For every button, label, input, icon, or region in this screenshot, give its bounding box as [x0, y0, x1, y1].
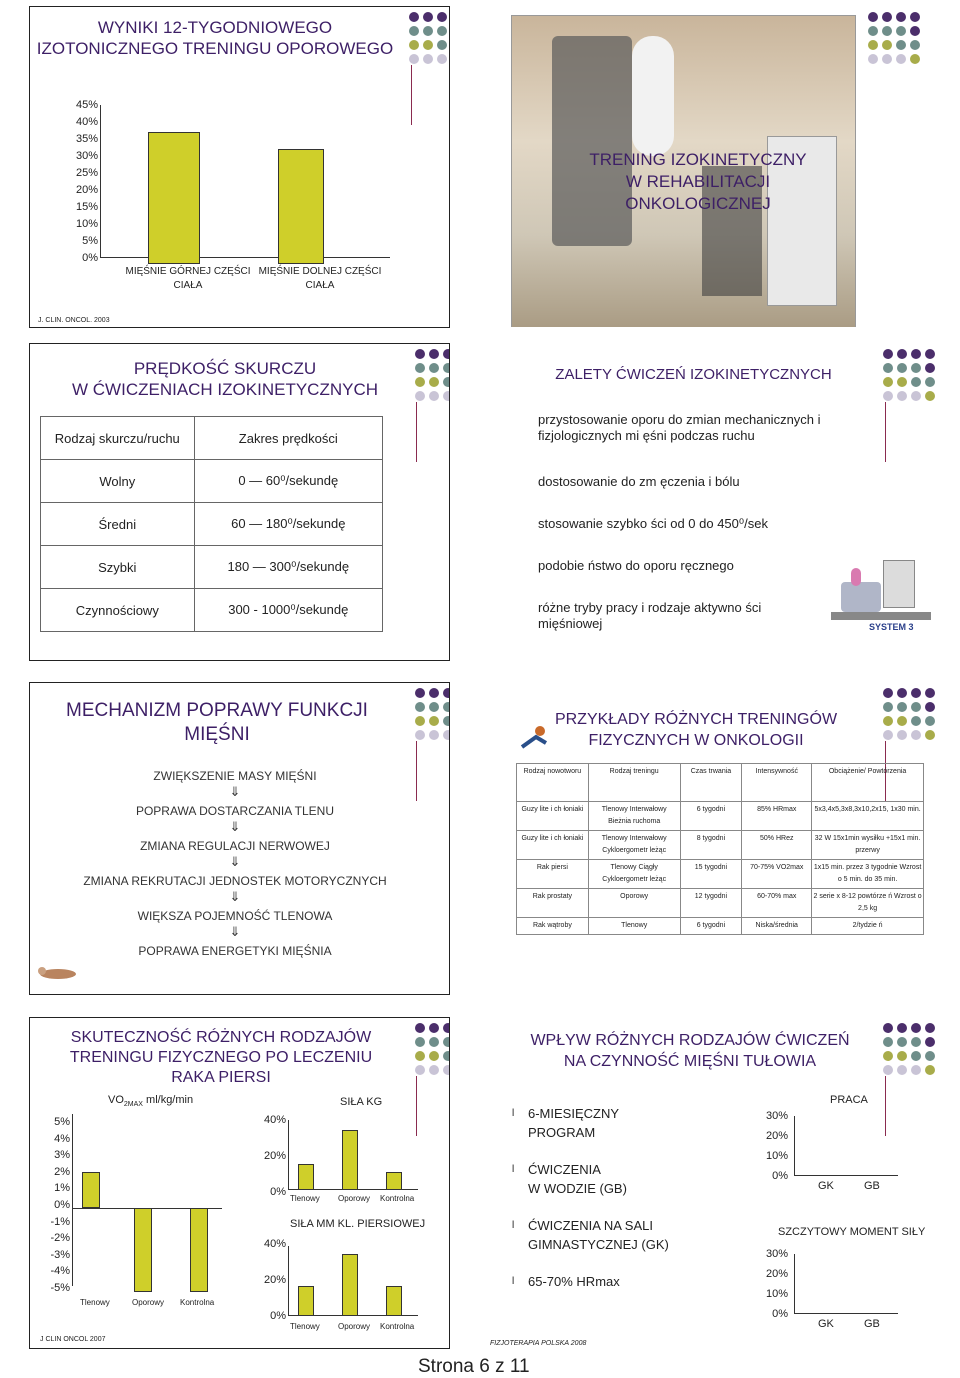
tick-label: 45%	[75, 99, 98, 111]
tick-label: 0%	[772, 1308, 788, 1320]
cat-label-lower: MIĘŚNIE DOLNEJ CZĘŚCI CIAŁA	[258, 266, 382, 291]
table-header: Intensywność	[742, 764, 812, 802]
divider	[885, 402, 886, 462]
tick-label: 2%	[54, 1165, 70, 1178]
sila-chart	[258, 1092, 428, 1202]
table-cell: Tlenowy	[588, 918, 680, 935]
mechanism-steps	[60, 769, 410, 958]
anatomy-icon	[36, 961, 80, 983]
tick-label: 30%	[765, 1248, 788, 1260]
list-item: przystosowanie oporu do zmian mechanicznych i fizjologicznych mi ęśni podczas ruchu	[538, 412, 821, 443]
table-cell: 6 tygodni	[680, 918, 742, 935]
sila-label: SIŁA KG	[340, 1096, 383, 1108]
category-label: Kontrolna	[180, 1298, 215, 1307]
slide-title: PRZYKŁADY RÓŻNYCH TRENINGÓW FIZYCZNYCH W ONKOLOGII	[554, 711, 838, 749]
tick-label: 10%	[75, 218, 98, 230]
tick-label: -3%	[50, 1248, 70, 1261]
source: FIZJOTERAPIA POLSKA 2008	[490, 1340, 587, 1347]
tick-label: 25%	[75, 167, 98, 179]
bar-oporowy	[134, 1208, 152, 1292]
tick-label: 5%	[82, 235, 98, 247]
category-label: GB	[864, 1180, 880, 1192]
table-cell: Tlenowy Interwałowy Bieżnia ruchoma	[588, 802, 680, 831]
slide-7	[29, 1017, 450, 1349]
tick-label: 0%	[270, 1310, 286, 1322]
bar-kontrolna	[386, 1172, 402, 1190]
category-label: GB	[864, 1318, 880, 1330]
source: J CLIN ONCOL 2007	[40, 1336, 106, 1343]
mechanism-step: POPRAWA DOSTARCZANIA TLENU	[135, 804, 335, 818]
bullet-icon: l	[512, 1276, 515, 1287]
table-cell: Oporowy	[588, 889, 680, 918]
tick-label: 0%	[82, 252, 98, 264]
down-arrow-icon: ⇓	[229, 784, 241, 799]
category-label: Kontrolna	[380, 1322, 415, 1331]
tick-label: 30%	[765, 1110, 788, 1122]
bullet-icon: l	[512, 1220, 515, 1231]
table-header: Rodzaj nowotworu	[517, 764, 589, 802]
vo2-chart	[30, 1092, 240, 1312]
dot-grid-icon	[881, 347, 938, 409]
table-cell: 60-70% max	[742, 889, 812, 918]
table-header: Obciążenie/ Powtórzenia	[812, 764, 924, 802]
slide-2	[502, 6, 938, 328]
bar-tlenowy	[298, 1286, 314, 1316]
table-cell: Wolny	[41, 460, 195, 503]
list-item: l ĆWICZENIA W WODZIE (GB)	[512, 1162, 627, 1196]
vo2-label: $VO_{2MAX}$ ml/kg/min	[108, 1094, 194, 1109]
bar-oporowy	[342, 1254, 358, 1316]
list-item: l 65-70% HRmax	[512, 1274, 620, 1289]
dot-grid-icon	[413, 686, 450, 748]
chart-1	[30, 99, 450, 299]
speed-table	[40, 416, 383, 632]
down-arrow-icon: ⇓	[229, 854, 241, 869]
tick-label: 40%	[263, 1114, 286, 1126]
slide-1	[29, 6, 450, 328]
tick-label: -2%	[50, 1232, 70, 1245]
mechanism-step: WIĘKSZA POJEMNOŚĆ TLENOWA	[137, 909, 333, 923]
bar-tlenowy	[298, 1164, 314, 1190]
bar-kontrolna	[386, 1286, 402, 1316]
table-header: Czas trwania	[680, 764, 742, 802]
bullet-icon: l	[512, 1164, 515, 1175]
pier-chart	[258, 1216, 448, 1336]
tick-label: 20%	[765, 1268, 788, 1280]
table-cell: 5x3,4x5,3x8,3x10,2x15, 1x30 min.	[812, 802, 924, 831]
tick-label: 20%	[765, 1130, 788, 1142]
source: J. CLIN. ONCOL. 2003	[38, 317, 110, 324]
list-item: stosowanie szybko ści od 0 do 450⁰/sek	[538, 516, 768, 531]
category-label: Kontrolna	[380, 1194, 415, 1203]
table-cell: 50% HRez	[742, 831, 812, 860]
tick-label: 5%	[54, 1116, 70, 1128]
bar-tlenowy	[82, 1172, 100, 1208]
dot-grid-icon	[413, 1021, 450, 1083]
table-cell: 0 — 60⁰/sekundę	[194, 460, 382, 503]
dot-grid-icon	[866, 10, 928, 72]
program-list	[512, 1104, 702, 1309]
category-label: Oporowy	[132, 1298, 165, 1307]
isokinetic-device-image	[831, 560, 936, 640]
szcz-chart	[758, 1222, 938, 1334]
table-cell: 300 - 1000⁰/sekundę	[194, 589, 382, 632]
pier-label: SIŁA MM KL. PIERSIOWEJ	[290, 1218, 426, 1230]
list-item: podobie ństwo do oporu ręcznego	[538, 558, 734, 573]
tick-label: 40%	[263, 1238, 286, 1250]
table-header: Rodzaj skurczu/ruchu	[41, 417, 195, 460]
table-cell: Rak wątroby	[517, 918, 589, 935]
bullet-icon: l	[512, 1108, 515, 1119]
divider	[416, 402, 417, 462]
page-footer: Strona 6 z 11	[418, 1356, 530, 1377]
tick-label: 35%	[75, 133, 98, 145]
tick-label: 15%	[75, 201, 98, 213]
list-item: l ĆWICZENIA NA SALI GIMNASTYCZNEJ (GK)	[512, 1218, 669, 1252]
table-cell: 1x15 min. przez 3 tygodnie Wzrost o 5 min. do 35 min.	[812, 860, 924, 889]
table-cell: Rak prostaty	[517, 889, 589, 918]
slide-title: SKUTECZNOŚĆ RÓŻNYCH RODZAJÓW TRENINGU FIZYCZNEGO PO LECZENIU RAKA PIERSI	[69, 1029, 373, 1086]
slide-title: ZALETY ĆWICZEŃ IZOKINETYCZNYCH	[555, 366, 832, 383]
system3-logo: SYSTEM 3	[869, 622, 914, 632]
tick-label: 30%	[75, 150, 98, 162]
table-cell: Rak piersi	[517, 860, 589, 889]
table-cell: 60 — 180⁰/sekundę	[194, 503, 382, 546]
category-label: Tlenowy	[80, 1298, 110, 1307]
slide-3	[29, 343, 450, 661]
category-label: Tlenowy	[290, 1322, 320, 1331]
table-cell: Niska/średnia	[742, 918, 812, 935]
category-label: GK	[818, 1318, 834, 1330]
slide-title: TRENING IZOKINETYCZNY W REHABILITACJI ONKOLOGICZNEJ	[589, 150, 807, 213]
bar-kontrolna	[190, 1208, 208, 1292]
mechanism-step: ZWIĘKSZENIE MASY MIĘŚNI	[153, 769, 317, 783]
tick-label: -1%	[50, 1215, 70, 1228]
bar-upper	[148, 132, 200, 264]
table-cell: Czynnościowy	[41, 589, 195, 632]
tick-label: 40%	[75, 116, 98, 128]
list-item: różne tryby pracy i rodzaje aktywno ści mięśniowej	[538, 600, 762, 631]
table-header: Rodzaj treningu	[588, 764, 680, 802]
tick-label: 20%	[263, 1274, 286, 1286]
slide-4	[515, 343, 938, 661]
slide-8	[489, 1017, 938, 1349]
down-arrow-icon: ⇓	[229, 819, 241, 834]
plot-area	[794, 1116, 898, 1176]
mechanism-step: POPRAWA ENERGETYKI MIĘŚNIA	[138, 944, 332, 958]
table-cell: 12 tygodni	[680, 889, 742, 918]
down-arrow-icon: ⇓	[229, 889, 241, 904]
table-cell: Tlenowy Interwałowy Cykloergometr leżąc	[588, 831, 680, 860]
table-cell: 2/tydzie ń	[812, 918, 924, 935]
tick-label: 0%	[270, 1186, 286, 1198]
table-cell: 6 tygodni	[680, 802, 742, 831]
list-item: dostosowanie do zm ęczenia i bólu	[538, 474, 740, 489]
table-cell: 8 tygodni	[680, 831, 742, 860]
table-cell: Średni	[41, 503, 195, 546]
bar-lower	[278, 149, 324, 264]
tick-label: 4%	[54, 1132, 70, 1145]
table-cell: Guzy lite i ch łoniaki	[517, 802, 589, 831]
table-cell: Guzy lite i ch łoniaki	[517, 831, 589, 860]
list-item: l 6-MIESIĘCZNY PROGRAM	[512, 1106, 620, 1140]
table-cell: 85% HRmax	[742, 802, 812, 831]
praca-label: PRACA	[830, 1094, 868, 1106]
tick-label: -4%	[50, 1265, 70, 1278]
category-label: Oporowy	[338, 1322, 371, 1331]
bar-oporowy	[342, 1130, 358, 1190]
cat-label-upper: MIĘŚNIE GÓRNEJ CZĘŚCI CIAŁA	[125, 266, 251, 291]
mechanism-step: ZMIANA REKRUTACJI JEDNOSTEK MOTORYCZNYCH	[83, 874, 387, 888]
advantages-list	[538, 412, 828, 658]
tick-label: 0%	[54, 1199, 70, 1211]
tick-label: 3%	[54, 1149, 70, 1162]
category-label: Tlenowy	[290, 1194, 320, 1203]
dot-grid-icon	[881, 686, 938, 748]
praca-chart	[758, 1092, 908, 1198]
tick-label: 0%	[772, 1170, 788, 1182]
table-cell: 70-75% VO2max	[742, 860, 812, 889]
tick-label: 1%	[54, 1182, 70, 1195]
tick-label: 20%	[263, 1150, 286, 1162]
dot-grid-icon	[407, 10, 450, 72]
slide-6	[515, 682, 938, 995]
plot-area	[794, 1254, 898, 1314]
slide-title: WYNIKI 12-TYGODNIOWEGO IZOTONICZNEGO TRENINGU OPOROWEGO	[36, 18, 394, 58]
runner-icon	[516, 725, 552, 753]
plot-area	[100, 105, 390, 258]
category-label: Oporowy	[338, 1194, 371, 1203]
slide-5	[29, 682, 450, 995]
table-cell: 15 tygodni	[680, 860, 742, 889]
down-arrow-icon: ⇓	[229, 924, 241, 939]
table-cell: Tlenowy Ciągły Cykloergometr leżąc	[588, 860, 680, 889]
table-cell: 32 W 15x1min wysiłku +15x1 min. przerwy	[812, 831, 924, 860]
tick-label: 10%	[765, 1288, 788, 1300]
tick-label: 10%	[765, 1150, 788, 1162]
tick-label: 20%	[75, 184, 98, 196]
mechanism-step: ZMIANA REGULACJI NERWOWEJ	[140, 839, 330, 853]
table-cell: Szybki	[41, 546, 195, 589]
tick-label: -5%	[50, 1282, 70, 1294]
table-cell: 2 serie x 8-12 powtórze ń Wzrost o 2,5 kg	[812, 889, 924, 918]
table-header: Zakres prędkości	[194, 417, 382, 460]
category-label: GK	[818, 1180, 834, 1192]
szcz-label: SZCZYTOWY MOMENT SIŁY	[778, 1226, 926, 1238]
divider	[416, 741, 417, 801]
training-table	[516, 763, 924, 935]
slide-title: MECHANIZM POPRAWY FUNKCJI MIĘŚNI	[66, 700, 368, 745]
slide-title: PRĘDKOŚĆ SKURCZU W ĆWICZENIACH IZOKINETYCZNYCH	[72, 359, 378, 399]
slide-title: WPŁYW RÓŻNYCH RODZAJÓW ĆWICZEŃ NA CZYNNOŚĆ MIĘŚNI TUŁOWIA	[530, 1032, 850, 1070]
table-cell: 180 — 300⁰/sekundę	[194, 546, 382, 589]
